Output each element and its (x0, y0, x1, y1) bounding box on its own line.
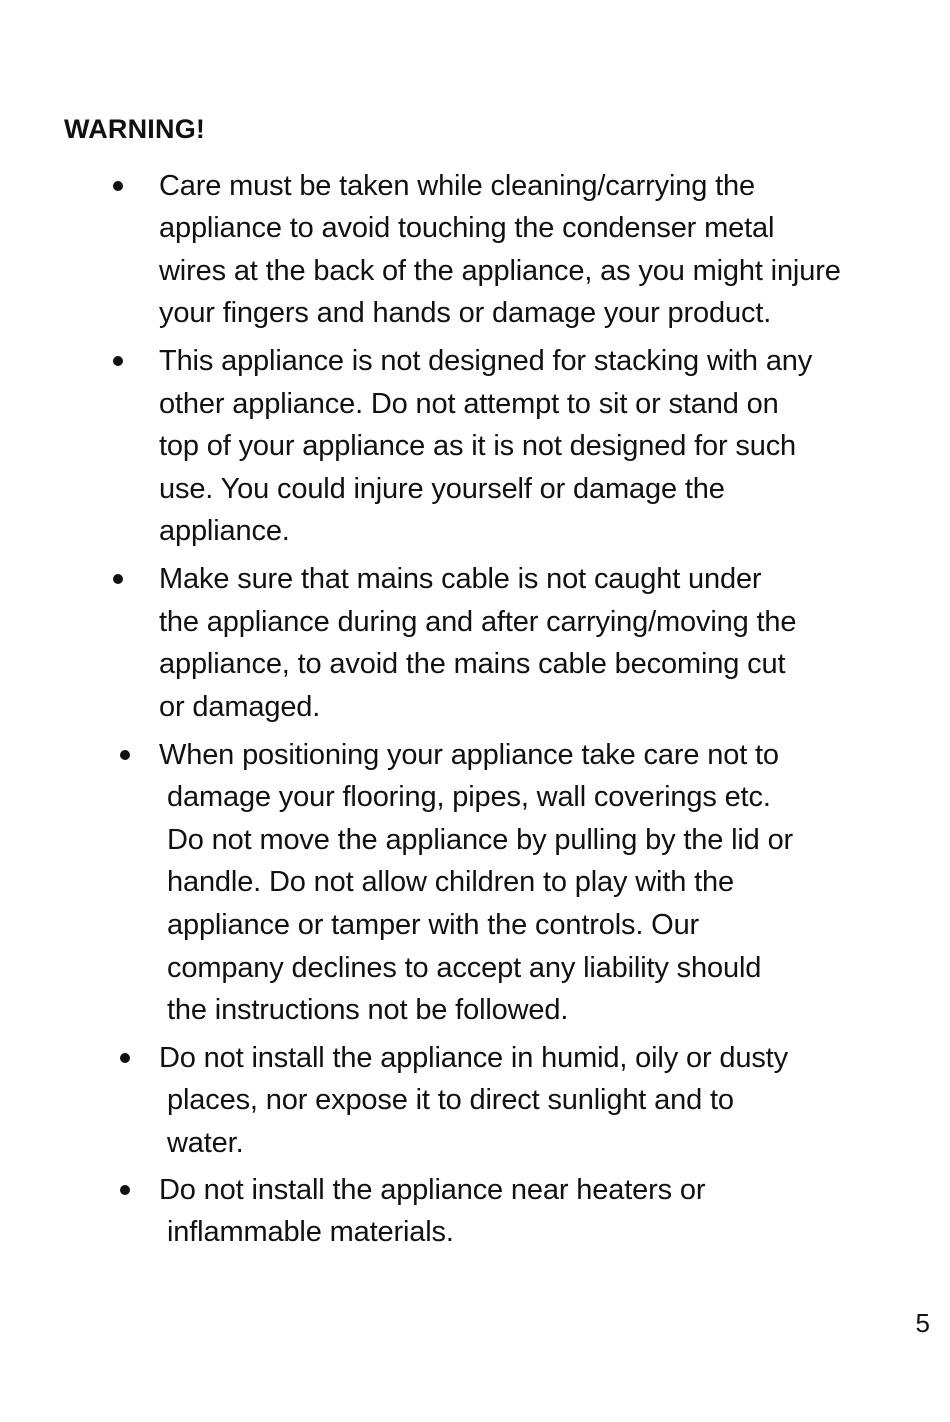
list-item-line: appliance. (159, 515, 290, 547)
list-item-line: use. You could injure yourself or damage the (159, 473, 725, 505)
list-item-line: Do not install the appliance in humid, oily or dusty (159, 1042, 788, 1074)
list-item-line: appliance or tamper with the controls. Our (167, 909, 700, 941)
bullet-icon (113, 356, 123, 366)
bullet-icon (113, 181, 123, 191)
list-item-line: or damaged. (159, 691, 321, 723)
list-item-line: Do not move the appliance by pulling by the lid or (167, 824, 794, 856)
list-item-line: company declines to accept any liability should (167, 952, 762, 984)
list-item-line: Make sure that mains cable is not caught under (159, 563, 762, 595)
bullet-icon (120, 750, 130, 760)
bullet-icon (120, 1185, 130, 1195)
warning-heading: WARNING! (64, 114, 206, 144)
bullet-icon (120, 1053, 130, 1063)
list-item-line: damage your flooring, pipes, wall coverings etc. (167, 781, 771, 813)
list-item-line: other appliance. Do not attempt to sit or stand on (159, 388, 779, 420)
list-item-line: top of your appliance as it is not designed for such (159, 430, 797, 462)
page-number: 5 (915, 1308, 930, 1338)
list-item-line: places, nor expose it to direct sunlight and to (167, 1084, 734, 1116)
list-item-line: appliance, to avoid the mains cable becoming cut (159, 648, 786, 680)
bullet-icon (113, 574, 123, 584)
list-item-line: handle. Do not allow children to play with the (167, 866, 734, 898)
list-item-line: your fingers and hands or damage your product. (159, 297, 772, 329)
list-item-line: When positioning your appliance take care not to (159, 739, 779, 771)
list-item-line: Do not install the appliance near heaters or (159, 1174, 706, 1206)
list-item-line: Care must be taken while cleaning/carrying the (159, 170, 755, 202)
list-item-line: appliance to avoid touching the condenser metal (159, 212, 775, 244)
list-item-line: This appliance is not designed for stacking with any (159, 345, 813, 377)
list-item-line: the appliance during and after carrying/moving the (159, 606, 797, 638)
list-item-line: the instructions not be followed. (167, 994, 569, 1026)
list-item-line: wires at the back of the appliance, as you might injure (159, 255, 841, 287)
list-item-line: water. (167, 1127, 244, 1159)
list-item-line: inflammable materials. (167, 1216, 454, 1248)
